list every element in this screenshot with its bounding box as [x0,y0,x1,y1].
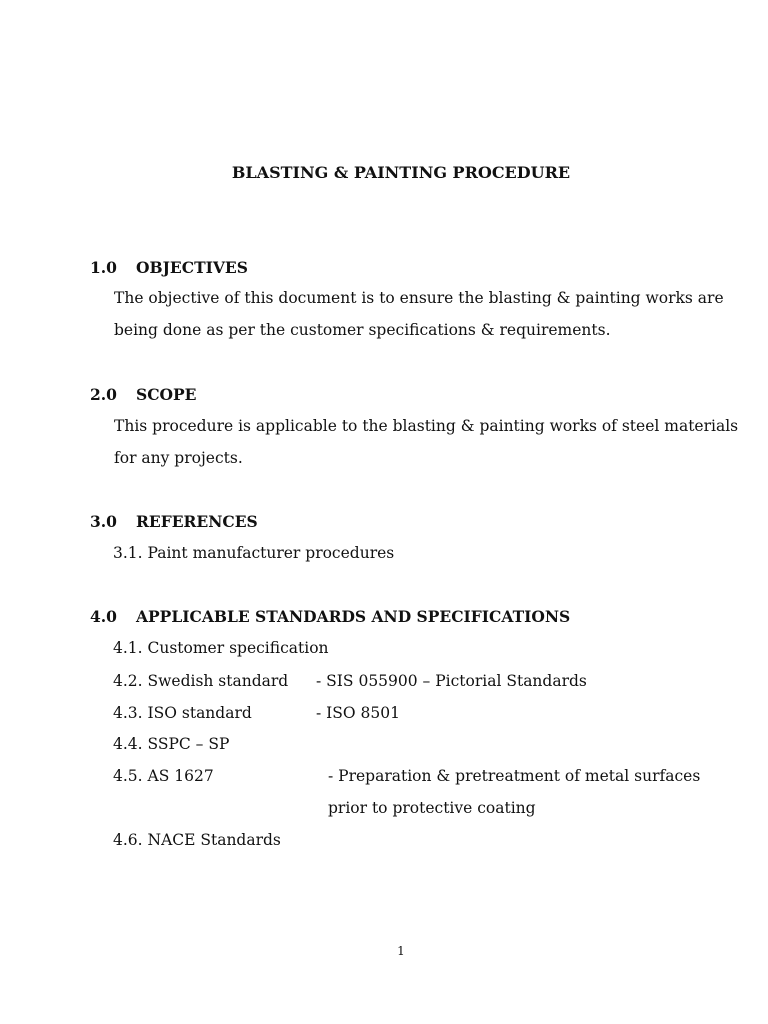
standard-item-label: 4.1. Customer specification [113,639,329,657]
standard-item-description: - SIS 055900 – Pictorial Standards [316,672,587,690]
section-number: 1.0 [90,258,117,277]
section-heading-standards [90,607,570,626]
section-title: REFERENCES [136,512,258,531]
scope-line-1: This procedure is applicable to the blasting & painting works of steel materials [114,417,739,435]
section-title: APPLICABLE STANDARDS AND SPECIFICATIONS [136,607,571,626]
standard-item-description: - ISO 8501 [316,704,400,722]
objectives-line-1: The objective of this document is to ensure the blasting & painting works are [114,289,724,307]
standard-item-label: 4.6. NACE Standards [113,831,281,849]
standard-item-label: 4.5. AS 1627 [113,767,214,785]
standard-item-label: 4.3. ISO standard [113,704,252,722]
page-number: 1 [397,944,405,958]
section-heading-objectives [90,258,248,277]
section-heading-scope [90,385,197,404]
section-heading-references [90,512,258,531]
section-title: OBJECTIVES [136,258,248,277]
standard-item-description: - Preparation & pretreatment of metal surfaces [328,767,701,785]
standard-item-label: 4.2. Swedish standard [113,672,289,690]
section-number: 2.0 [90,385,117,404]
section-number: 3.0 [90,512,117,531]
section-number: 4.0 [90,607,117,626]
document-title: BLASTING & PAINTING PROCEDURE [231,163,571,182]
reference-item: 3.1. Paint manufacturer procedures [113,544,395,562]
scope-line-2: for any projects. [114,449,243,467]
objectives-line-2: being done as per the customer specifications & requirements. [114,321,611,339]
section-title: SCOPE [136,385,197,404]
standard-item-description-continued: prior to protective coating [328,799,536,817]
standard-item-label: 4.4. SSPC – SP [113,735,230,753]
